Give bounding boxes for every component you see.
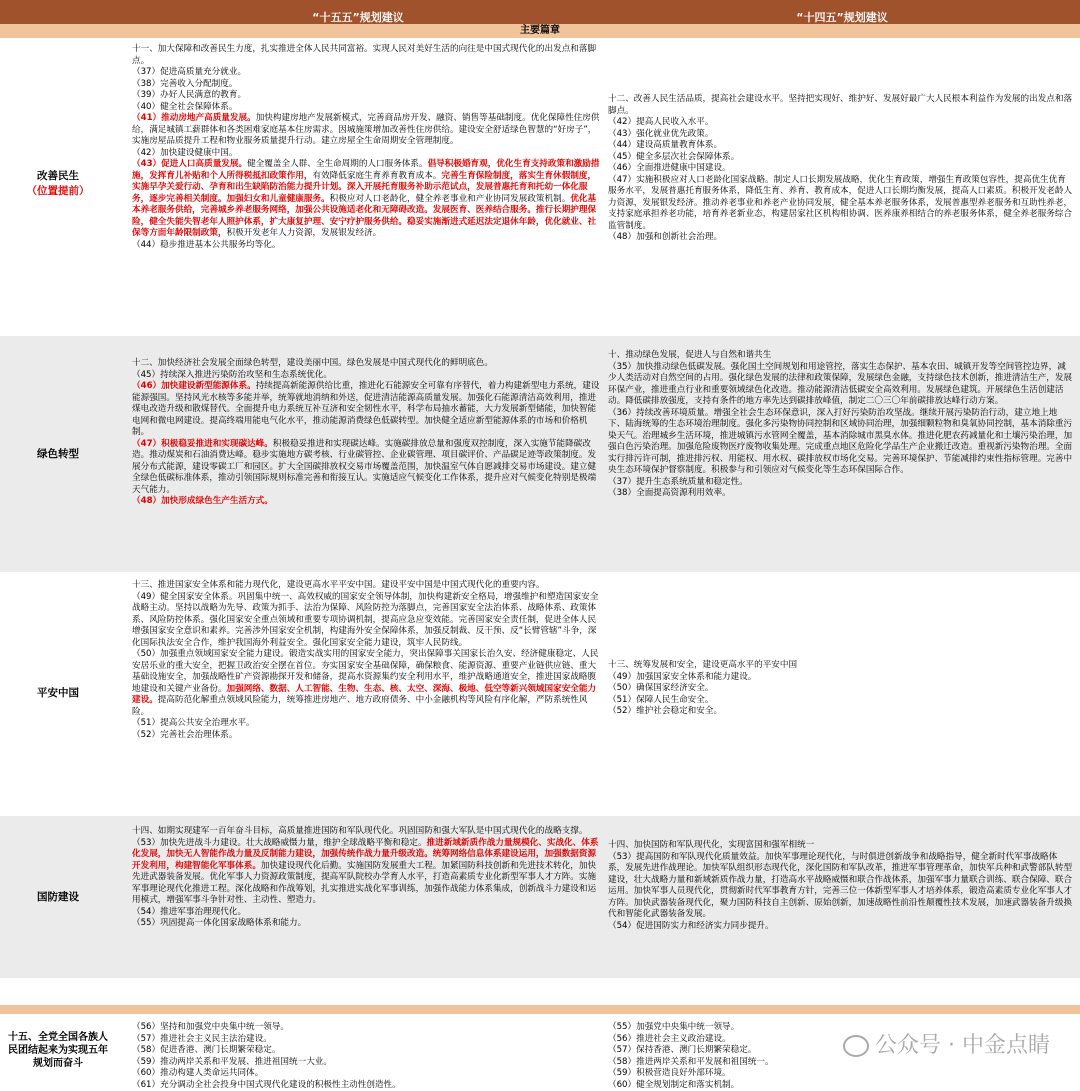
- text-run: 积极应对人口老龄化，健全养老事业和产业协同发展政策机制。: [330, 194, 571, 204]
- text-run: （57）推进社会主义民主法治建设。: [132, 1034, 272, 1044]
- text-run: （59）积极营造良好外部环境。: [608, 1068, 731, 1078]
- text-paragraph: [608, 232, 1074, 244]
- text-run: 十三、统筹发展和安全，建设更高水平的平安中国: [608, 660, 797, 670]
- text-paragraph: [608, 152, 1074, 164]
- text-run: （52）维护社会稳定和安全。: [608, 706, 722, 716]
- text-run: （50）确保国家经济安全。: [608, 683, 713, 693]
- text-paragraph: [132, 90, 602, 102]
- section-defense: [0, 816, 1080, 978]
- text-paragraph: [132, 240, 602, 252]
- text-run: 锻造实战实用的国家安全能力，突出保障事关国家长治久安、经济健康稳定、人民安居乐业的重大安全，把握卫政治安全摆在首位。夯实国家安全基础保障，确保粮食、能源资源、重要产业链供应链、重大基础设施安全，加强战略性矿产资源勘探开发和储备，提高水资源集约安全利用水平，维护战略通道安全，推进国家战略腹地建设和关键产业备份。: [132, 649, 598, 694]
- text-paragraph: [608, 175, 1074, 233]
- text-run: （49）加强国家安全体系和能力建设。: [608, 672, 756, 682]
- text-paragraph: [132, 439, 602, 497]
- text-run: （37）提升生态系统质量和稳定性。: [608, 477, 748, 487]
- text-run: （57）保持香港、澳门长期繁荣稳定。: [608, 1045, 756, 1055]
- left-column-text: [132, 826, 602, 930]
- text-run: （54）促进国防实力和经济实力同步提升。: [608, 921, 774, 931]
- text-run: （53）提高国防和军队现代化质量效益。: [608, 852, 765, 862]
- text-run: （47）实施积极应对人口老龄化国家战略。: [608, 175, 774, 185]
- watermark: [843, 1028, 1050, 1059]
- text-paragraph: [132, 580, 602, 592]
- text-run: 十二、改善人民生活品质，提高社会建设水平。: [608, 94, 788, 104]
- text-paragraph: [608, 921, 1074, 933]
- text-run: （35）加快推动绿色低碳发展。: [608, 362, 731, 372]
- left-column-text: [132, 44, 602, 251]
- text-paragraph: [132, 44, 602, 67]
- text-paragraph: [132, 649, 602, 718]
- text-paragraph: [132, 496, 602, 508]
- text-paragraph: [132, 370, 602, 382]
- text-paragraph: [132, 718, 602, 730]
- text-run: 十四、加快国防和军队现代化，实现富国和强军相统一: [608, 840, 814, 850]
- text-run: 提高防范化解重点领域风险能力，统筹推进房地产、地方政府债务、中小金融机构等风险有序化解，严防系统性风险。: [132, 695, 588, 717]
- text-paragraph: [132, 1022, 602, 1034]
- text-run: （46）全面推进健康中国建设。: [608, 163, 731, 173]
- text-run: （38）完善收入分配制度。: [132, 79, 237, 89]
- text-run: （51）保障人民生命安全。: [608, 695, 713, 705]
- text-paragraph: [608, 852, 1074, 921]
- text-paragraph: [132, 826, 602, 838]
- section-label-text: 改善民生: [37, 169, 79, 184]
- text-run: （47）积极稳妥推进和实现碳达峰。: [132, 439, 273, 449]
- text-run: （37）促进高质量充分就业。: [132, 67, 246, 77]
- section-label-text: 绿色转型: [37, 447, 79, 462]
- text-run: 倡导积极婚育观，优化生育支持政策和激励措施，发挥育儿补贴和个人所得税抵扣政策作用，: [132, 159, 599, 181]
- text-run: （45）健全多层次社会保障体系。: [608, 152, 739, 162]
- text-paragraph: [132, 1045, 602, 1057]
- text-run: （41）推动房地产高质量发展。: [132, 113, 256, 123]
- text-run: 推进新域新质作战力量规模化、实战化、体系化发展，加快无人智能作战力量及反制能力建设，加强传统作战力量升级改造。统筹网络信息体系建设运用，加强数据资源开发利用，构建智能化军事体系。: [132, 838, 598, 871]
- text-paragraph: [132, 592, 602, 650]
- text-paragraph: [608, 362, 1074, 408]
- text-run: 绿色发展是中国式现代化的鲜明底色。: [347, 358, 493, 368]
- right-column-title: “十四五”规划建议: [604, 9, 1080, 25]
- text-paragraph: [608, 163, 1074, 175]
- section-label: [0, 1016, 116, 1084]
- left-column-text: [132, 580, 602, 741]
- text-paragraph: [132, 838, 602, 907]
- text-paragraph: [608, 1068, 1074, 1080]
- text-run: 实现人民对美好生活的向往是中国式现代化的出发点和落脚点。: [132, 44, 596, 66]
- text-run: （44）建设高质量教育体系。: [608, 140, 722, 150]
- right-column-text: [608, 660, 1074, 718]
- wechat-icon: [843, 1035, 869, 1057]
- watermark-text: 公众号 · 中金点睛: [875, 1033, 1050, 1058]
- text-run: （48）加强和创新社会治理。: [608, 232, 722, 242]
- text-run: （46）加快建设新型能源体系。: [132, 381, 256, 391]
- text-paragraph: [608, 477, 1074, 489]
- section-label-text: 平安中国: [37, 686, 79, 701]
- text-run: （53）加快先进战斗力建设。: [132, 838, 246, 848]
- text-run: 巩固国防和强大军队是中国式现代化的战略支撑。: [398, 826, 587, 836]
- text-paragraph: [132, 159, 602, 240]
- text-run: 十二、加快经济社会发展全面绿色转型，建设美丽中国。: [132, 358, 347, 368]
- text-run: （56）坚持和加强党中央集中统一领导。: [132, 1022, 289, 1032]
- text-run: 完善生育保险制度，落实生育休假制度，实施早孕关爱行动、孕育和出生缺陷防治能力提升计划。深入开展托育服务补助示范试点，发展普惠托育和托幼一体化服务，逐步完善相关制度。加强妇女和儿童健康服务。: [132, 171, 596, 204]
- text-run: （51）提高公共安全治理水平。: [132, 718, 255, 728]
- text-paragraph: [132, 102, 602, 114]
- text-run: （50）加强重点领域国家安全能力建设。: [132, 649, 289, 659]
- text-run: （56）推进社会主义政治建设。: [608, 1034, 731, 1044]
- text-paragraph: [132, 148, 602, 160]
- text-run: （48）加快形成绿色生产生活方式。: [132, 496, 273, 506]
- text-run: （49）健全国家安全体系。: [132, 592, 237, 602]
- text-paragraph: [608, 840, 1074, 852]
- text-run: 积极开发老年人力资源，发展银发经济。: [227, 228, 382, 238]
- text-run: （61）充分调动全社会投身中国式现代化建设的积极性主动性创造性。: [132, 1080, 401, 1090]
- text-paragraph: [132, 918, 602, 930]
- text-paragraph: [132, 1057, 602, 1069]
- text-run: 巩固集中统一、高效权威的国家安全领导体制，加快构建新安全格局，增强维护和塑造国家安全战略主动。坚持以战略为先导、政策为抓手、法治为保障、风险防控为落脚点，完善国家安全法治体系、战略体系、政策体系、风险防控体系。强化国家安全重点领域和重要专项协调机制，提高应急应变效能。完善国家安全责任制，促进全体人民增强国家安全意识和素养。完善涉外国家安全机制，构建海外安全保障体系，加强反制裁、反干预、反“长臂管辖”斗争，深化国际执法安全合作，维护我国海外利益安全。强化国家安全能力建设，筑牢人民防线。: [132, 592, 598, 648]
- text-run: （58）推进两岸关系和平发展和祖国统一。: [608, 1057, 774, 1067]
- text-run: 健全覆盖全人群、全生命周期的人口服务体系。: [247, 159, 427, 169]
- text-paragraph: [608, 129, 1074, 141]
- text-paragraph: [132, 67, 602, 79]
- text-run: （58）促进香港、澳门长期繁荣稳定。: [132, 1045, 280, 1055]
- text-paragraph: [608, 140, 1074, 152]
- text-run: （55）加强党中央集中统一领导。: [608, 1022, 739, 1032]
- text-run: 加快构建房地产发展新模式，完善商品房开发、融资、销售等基础制度。优化保障性住房供给，满足城镇工薪群体和各类困难家庭基本住房需求。因城施策增加改善性住房供给。建设安全舒适绿色智慧的“好房子”，实施房屋品质提升工程和物业服务质量提升行动。建立房屋全生命周期安全管理制度。: [132, 113, 599, 146]
- text-run: （36）持续改善环境质量。: [608, 408, 713, 418]
- text-run: （60）推动构建人类命运共同体。: [132, 1068, 263, 1078]
- text-paragraph: [608, 94, 1074, 117]
- section-label: [0, 816, 116, 978]
- text-paragraph: [132, 1080, 602, 1091]
- text-run: 坚持把实现好、维护好、发展好最广大人民根本利益作为发展的出发点和落脚点。: [608, 94, 1072, 116]
- section-label: [0, 38, 116, 330]
- text-paragraph: [608, 672, 1074, 684]
- section-label: [0, 336, 116, 572]
- text-run: （45）持续深入推进污染防治攻坚和生态系统优化。: [132, 370, 332, 380]
- text-paragraph: [132, 907, 602, 919]
- text-run: 增强全社会生态环保意识，深入打好污染防治攻坚战。继续开展污染防治行动，建立地上地下、陆海统筹的生态环境治理制度。强化多污染物协同控制和区域协同治理，加强细颗粒物和臭氧协同控制，基本消除重污染天气。治理城乡生活环境，推进城镇污水管网全覆盖，基本消除城市黑臭水体。推进化肥农药减量化和土壤污染治理，加强白色污染治理。加强危险废物医疗废物收集处理。完成重点地区危险化学品生产企业搬迁改造。重视新污染物治理。全面实行排污许可制，推进排污权、用能权、用水权、碳排放权市场化交易。完善环境保护、节能减排约束性指标管理。完善中央生态环境保护督察制度。积极参与和引领应对气候变化等生态环保国际合作。: [608, 408, 1072, 476]
- right-column-text: [608, 350, 1074, 500]
- text-paragraph: [608, 1080, 1074, 1091]
- text-paragraph: [132, 1034, 602, 1046]
- text-run: （43）强化就业优先政策。: [608, 129, 713, 139]
- text-run: 十四、如期实现建军一百年奋斗目标，高质量推进国防和军队现代化。: [132, 826, 398, 836]
- right-column-text: [608, 840, 1074, 932]
- text-run: 优化基本养老服务供给，完善城乡养老服务网络，加强公共设施适老化和无障碍改造。发展医育、医养结合服务。推行长期护理保险，健全失能失智老年人照护体系，扩大康复护理、安宁疗护服务供给。稳妥实施渐进式延迟法定退休年龄，优化就业、社保等方面年龄限制政策，: [132, 194, 596, 239]
- text-run: 加快军事理论现代化，与时俱进创新战争和战略指导，健全新时代军事战略体系，发展先进作战理论。加快军队组织形态现代化，深化国防和军队改革，推进军事管理革命，加快军兵种和武警部队转型建设，壮大战略力量和新域新质作战力量，打造高水平战略威慑和联合作战体系，加强军事力量联合训练、联合保障、联合运用。加快军事人员现代化，贯彻新时代军事教育方针，完善三位一体新型军事人才培养体系，锻造高素质专业化军事人才方阵。加快武器装备现代化，聚力国防科技自主创新、原始创新，加速战略性前沿性颠覆性技术发展，加速武器装备升级换代和智能化武器装备发展。: [608, 852, 1072, 920]
- section-label-text: 国防建设: [37, 890, 79, 905]
- text-run: （59）推动两岸关系和平发展、推进祖国统一大业。: [132, 1057, 332, 1067]
- text-run: 十三、推进国家安全体系和能力现代化，建设更高水平平安中国。: [132, 580, 381, 590]
- text-paragraph: [132, 79, 602, 91]
- text-paragraph: [608, 660, 1074, 672]
- text-paragraph: [132, 358, 602, 370]
- text-run: （44）稳步推进基本公共服务均等化。: [132, 240, 280, 250]
- text-paragraph: [132, 113, 602, 148]
- text-run: （52）完善社会治理体系。: [132, 730, 237, 740]
- text-run: 建设平安中国是中国式现代化的重要内容。: [381, 580, 544, 590]
- section-security: [0, 574, 1080, 812]
- text-paragraph: [608, 695, 1074, 707]
- text-run: （40）健全社会保障体系。: [132, 102, 237, 112]
- section-label-text: 十五、全党全国各族人民团结起来为实现五年规划而奋斗: [6, 1031, 110, 1070]
- text-paragraph: [608, 706, 1074, 718]
- section-livelihood: [0, 38, 1080, 330]
- section-green: [0, 336, 1080, 572]
- text-paragraph: [132, 381, 602, 439]
- text-paragraph: [608, 488, 1074, 500]
- text-run: 持续提高新能源供给比重，推进化石能源安全可靠有序替代，着力构建新型电力系统，建设能源强国。坚持风光水核等多能并举，统筹就地消纳和外送，促进清洁能源高质量发展。加强化石能源清洁高效利用，推进煤电改造升级和散煤替代。全面提升电力系统互补互济和安全韧性水平，科学布局抽水蓄能，大力发展新型储能，加快智能电网和微电网建设。提高终端用能电气化水平，推动能源消费绿色低碳转型。加快健全适应新型能源体系的市场和价格机制。: [132, 381, 599, 437]
- text-paragraph: [132, 730, 602, 742]
- right-column-text: [608, 94, 1074, 244]
- text-run: （54）推进军事治理现代化。: [132, 907, 246, 917]
- text-run: （55）巩固提高一体化国家战略体系和能力。: [132, 918, 306, 928]
- section-label-note: （位置提前）: [27, 184, 90, 199]
- text-run: （60）健全规划制定和落实机制。: [608, 1080, 739, 1090]
- text-run: （39）办好人民满意的教育。: [132, 90, 246, 100]
- text-paragraph: [608, 683, 1074, 695]
- text-paragraph: [608, 408, 1074, 477]
- subheader-main-chapters: 主要篇章: [0, 24, 1080, 38]
- text-run: （42）提高人民收入水平。: [608, 117, 713, 127]
- text-run: 十、推动绿色发展，促进人与自然和谐共生: [608, 350, 771, 360]
- section-label: [0, 574, 116, 812]
- left-column-text: [132, 1022, 602, 1091]
- text-paragraph: [608, 350, 1074, 362]
- text-run: （42）加快建设健康中国。: [132, 148, 237, 158]
- text-run: 有效降低家庭生育养育教育成本。: [312, 171, 441, 181]
- text-run: 强化国土空间规划和用途管控，落实生态保护、基本农田、城镇开发等空间管控边界，减少人类活动对自然空间的占用。强化绿色发展的法律和政策保障，发展绿色金融，支持绿色技术创新，推进清洁生产，发展环保产业，推进重点行业和重要领域绿色化改造。推动能源清洁低碳安全高效利用。发展绿色建筑。开展绿色生活创建活动。降低碳排放强度，支持有条件的地方率先达到碳排放峰值，制定二〇三〇年前碳排放达峰行动方案。: [608, 362, 1072, 407]
- section-separator: [0, 1005, 1080, 1014]
- text-run: 壮大战略威慑力量，维护全球战略平衡和稳定。: [246, 838, 426, 848]
- text-run: （43）促进人口高质量发展。: [132, 159, 247, 169]
- text-run: 加快建设现代化后勤。实施国防发展重大工程。加紧国防科技创新和先进技术转化，加快先进武器装备发展。优化军事人力资源政策制度，提高军队院校办学育人水平，打造高素质专业化新型军事人才方阵。实施军事理论现代化推进工程。深化战略和作战筹划，扎实推进实战化军事训练，加强作战能力体系集成，创新战斗力建设和运用模式，增强军事斗争针对性、主动性、塑造力。: [132, 861, 596, 906]
- text-run: 加强网络、数据、人工智能、生物、生态、核、太空、深海、极地、低空等新兴领域国家安全能力建设。: [132, 684, 596, 706]
- text-paragraph: [132, 1068, 602, 1080]
- text-run: 积极稳妥推进和实现碳达峰。实施碳排放总量和强度双控制度，深入实施节能降碳改造。推动煤炭和石油消费达峰。稳步实施地方碳考核、行业碳管控、企业碳管理、项目碳评价、产品碳足迹等政策制度。发展分布式能源，建设零碳工厂和园区。扩大全国碳排放权交易市场覆盖范围，加快温室气体自愿减排交易市场建设。建立健全绿色低碳标准体系，推动引领国际规则标准完善和衔接互认。实施适应气候变化工作体系，提升应对气候变化特别是极端天气能力。: [132, 439, 596, 495]
- text-paragraph: [608, 117, 1074, 129]
- text-run: 制定人口长期发展战略，优化生育政策，增强生育政策包容性，提高优生优育服务水平，发展普惠托育服务体系，降低生育、养育、教育成本，促进人口长期均衡发展，提高人口素质。积极开发老龄人力资源，发展银发经济。推动养老事业和养老产业协同发展，健全基本养老服务体系，发展普惠型养老服务和互助性养老，支持家庭承担养老功能，培育养老新业态，构建居家社区机构相协调、医养康养相结合的养老服务体系，健全养老服务综合监管制度。: [608, 175, 1072, 231]
- text-run: （38）全面提高资源利用效率。: [608, 488, 731, 498]
- text-run: 十一、加大保障和改善民生力度，扎实推进全体人民共同富裕。: [132, 44, 373, 54]
- left-column-title: “十五五”规划建议: [116, 9, 600, 25]
- left-column-text: [132, 358, 602, 508]
